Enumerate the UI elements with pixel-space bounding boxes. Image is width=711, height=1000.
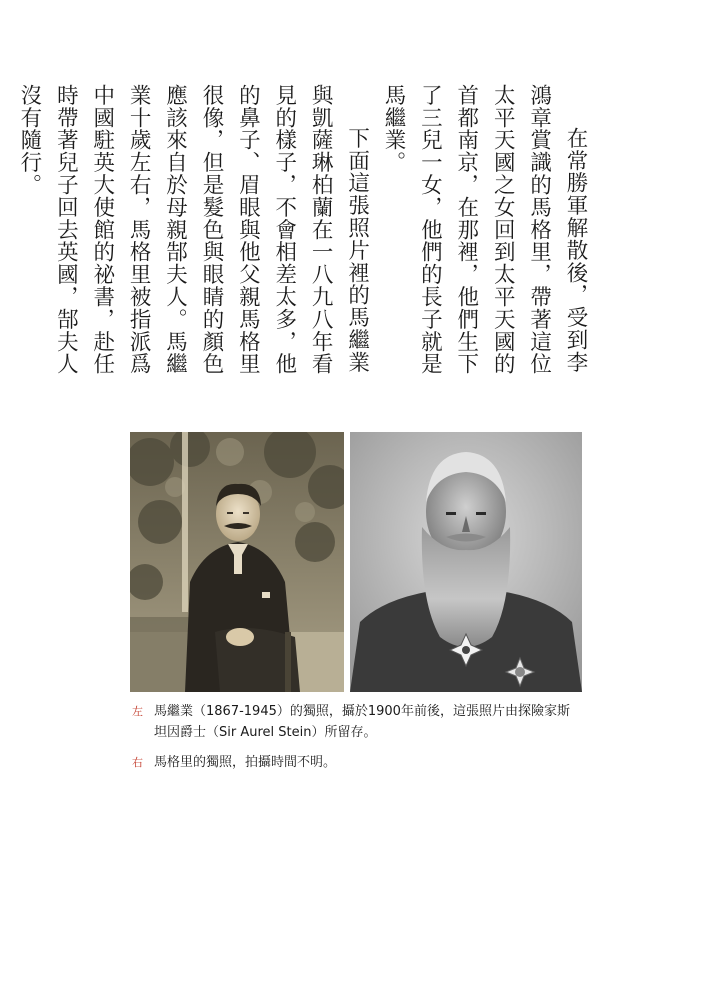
photo-right-image	[350, 432, 582, 692]
body-paragraph-1: 在常勝軍解散後，受到李鴻章賞識的馬格里，帶著這位太平天國之女回到太平天國的首都南京，在那裡，他們生下了三兒一女，他們的長子就是馬繼業。	[380, 84, 588, 376]
caption-left	[132, 701, 582, 743]
photo-right-portrait	[350, 432, 582, 692]
photo-left-image	[130, 432, 344, 692]
caption-text-right: 馬格里的獨照，拍攝時間不明。	[154, 755, 337, 770]
caption-tag-right: 右	[132, 756, 143, 769]
photo-captions	[132, 701, 582, 782]
photo-left-portrait	[130, 432, 344, 692]
vertical-body-text	[11, 84, 594, 394]
caption-text-left: 馬繼業（1867-1945）的獨照，攝於1900年前後，這張照片由探險家斯坦因爵士（Sir Aurel Stein）所留存。	[154, 704, 570, 740]
body-paragraph-2: 下面這張照片裡的馬繼業與凱薩琳柏蘭在一八九八年看見的樣子，不會相差太多，他的鼻子、眉眼與他父親馬格里很像，但是髮色與眼睛的顏色應該來自於母親郜夫人。馬繼業十歲左右，馬格里被指派爲中國駐英大使館的祕書，赴任時帶著兒子回去英國，郜夫人沒有隨行。	[16, 84, 370, 376]
caption-tag-left: 左	[132, 705, 143, 718]
caption-right	[132, 752, 582, 773]
